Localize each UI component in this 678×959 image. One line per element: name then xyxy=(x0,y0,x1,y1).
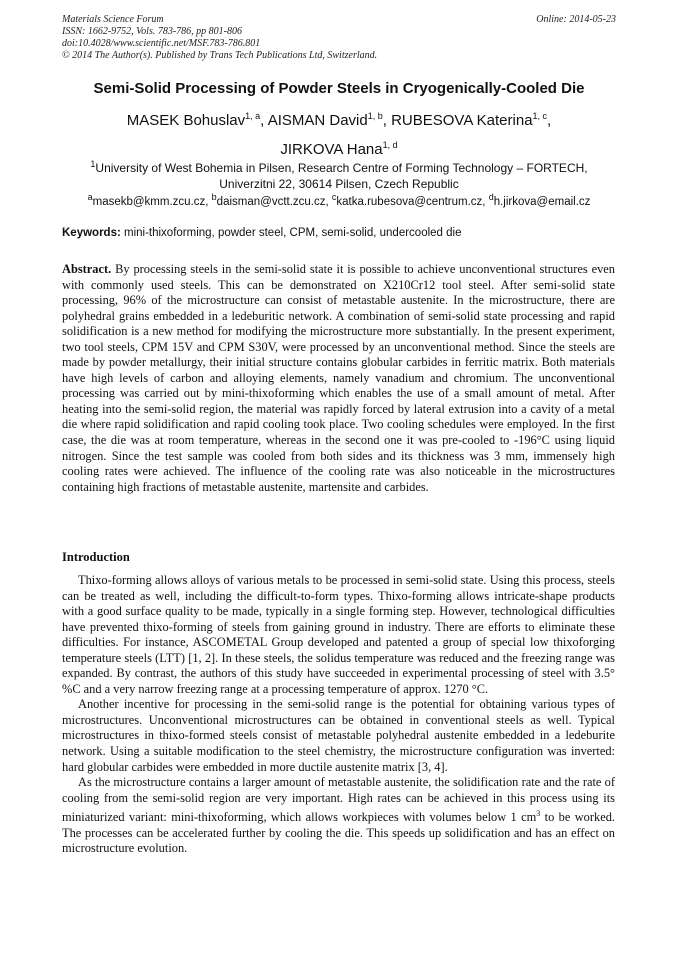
email-link[interactable]: h.jirkova@email.cz xyxy=(493,195,591,208)
email-sup: d xyxy=(488,192,494,202)
author-name: JIRKOVA Hana xyxy=(280,141,383,158)
author-name: MASEK Bohuslav xyxy=(126,112,246,129)
abstract-text: By processing steels in the semi-solid state it is possible to achieve unconventional structures even with commonly used steels. This can be demonstrated on X210Cr12 tool steel. After semi-solid state processing, 96% of the microstructure can consist of metastable austenite. In the microstructure, there are polyhedral grains embedded in a ledeburitic network. A combination of semi-solid state processing and rapid solidification is a new method for modifying the microstructure more substantially. In the present experiment, two tool steels, CPM 15V and CPM S30V, were processed by an unconventional method. Since the steels are made by powder metallurgy, their initial structure contains globular carbides in ferritic matrix. Both materials have high levels of carbon and alloying elements, namely vanadium and chromium. The unconventional processing was carried out by mini-thixoforming which enables the use of a small amount of metal. After heating into the semi-solid region, the material was rapidly forced by lateral extrusion into a cavity of a metal die where rapid solidification and rapid cooling took place. Two cooling schedules were employed. In the first case, the die was at room temperature, whereas in the second one it was pre-cooled to -196°C using liquid nitrogen. Since the test sample was cooled from both sides and its thickness was 3 mm, immensely high cooling rates were achieved. The influence of the cooling rate was also noticeable in the microstructures containing high fractions of metastable austenite, martensite and carbides. xyxy=(62,262,615,494)
email-sup: b xyxy=(211,192,217,202)
superscript: 3 xyxy=(536,809,541,819)
journal-name: Materials Science Forum xyxy=(62,14,164,25)
author-sup: 1, a xyxy=(245,111,261,121)
paragraph xyxy=(62,775,615,857)
author-sup: 1, d xyxy=(382,140,398,150)
email-list xyxy=(40,192,638,208)
paragraph-text: to be worked. The processes can be accelerated further by cooling the die. This speeds up solidification and has an effect on microstructure evolution. xyxy=(62,810,615,856)
author-name: AISMAN David xyxy=(267,112,368,129)
email-sup: c xyxy=(331,192,337,202)
section-heading-introduction: Introduction xyxy=(62,550,130,564)
paragraph: Thixo-forming allows alloys of various metals to be processed in semi-solid state. Using this process, steels can be treated as well, including the difficult-to-form types. Thixo-forming allows intricate-shape products with a good surface quality to be made, typically in a single forming step. However, technological difficulties have prevented thixo-forming of steels from gaining ground in industry. There are efforts to eliminate these difficulties. For instance, ASCOMETAL Group developed and patented a group of special low thixoforging temperature steels (LTT) [1, 2]. In these steels, the solidus temperature was reduced and the freezing range was expanded. By contrast, the authors of this study have succeeded in experimental processing of steel with 3.5°%C and a very narrow freezing range at a processing temperature of approx. 1270 °C. xyxy=(62,573,615,696)
paragraph-text: As the microstructure contains a larger amount of metastable austenite, the solidification rate and the rate of cooling from the semi-solid region are very important. High rates can be achieved in this process using its miniaturized variant: mini-thixoforming, which allows workpieces with volumes below 1 cm xyxy=(62,775,615,825)
keywords xyxy=(62,227,618,239)
paragraph: Another incentive for processing in the semi-solid range is the potential for obtaining various types of microstructures. Unconventional microstructures can be obtained in conventional steels as well. Typical microstructures in thixo-formed steels consist of metastable polyhedral austenite embedded in a ledeburite network. Using a suitable modification to the steel chemistry, the microstructure configuration was inverted: hard globular carbides were embedded in more ductile austenite matrix [3, 4]. xyxy=(62,697,615,774)
keywords-label: Keywords: xyxy=(62,227,121,239)
author-list: MASEK Bohuslav$^{1, a}$, AISMAN David$^{1, b}$, RUBESOVA Katerina$^{1, c}$, JIRKOVA Hana$^{1, d}$ xyxy=(126,111,552,158)
email-link[interactable]: katka.rubesova@centrum.cz, xyxy=(336,195,486,208)
affiliation-line: University of West Bohemia in Pilsen, Research Centre of Forming Technology – FORTECH, xyxy=(95,161,588,175)
email-link[interactable]: daisman@vctt.zcu.cz, xyxy=(216,195,329,208)
paper-title: Semi-Solid Processing of Powder Steels in Cryogenically-Cooled Die xyxy=(93,80,585,97)
email-link[interactable]: masekb@kmm.zcu.cz, xyxy=(92,195,209,208)
author-name: RUBESOVA Katerina xyxy=(391,112,533,129)
affiliation-line: Univerzitni 22, 30614 Pilsen, Czech Republic xyxy=(219,177,459,191)
doi-line: doi:10.4028/www.scientific.net/MSF.783-786.801 xyxy=(62,38,261,49)
copyright-line: © 2014 The Author(s). Published by Trans Tech Publications Ltd, Switzerland. xyxy=(62,50,378,61)
author-sup: 1, c xyxy=(532,111,548,121)
email-sup: a xyxy=(87,192,93,202)
journal-header xyxy=(62,14,616,62)
online-date: Online: 2014-05-23 xyxy=(536,14,616,25)
introduction-body xyxy=(62,573,615,857)
affiliation-sup: 1 xyxy=(90,159,96,169)
affiliation xyxy=(60,156,618,192)
author-sup: 1, b xyxy=(367,111,383,121)
abstract xyxy=(62,262,615,495)
abstract-label: Abstract. xyxy=(62,262,112,276)
keywords-text: mini-thixoforming, powder steel, CPM, semi-solid, undercooled die xyxy=(124,227,462,239)
issn-line: ISSN: 1662-9752, Vols. 783-786, pp 801-806 xyxy=(62,26,242,37)
